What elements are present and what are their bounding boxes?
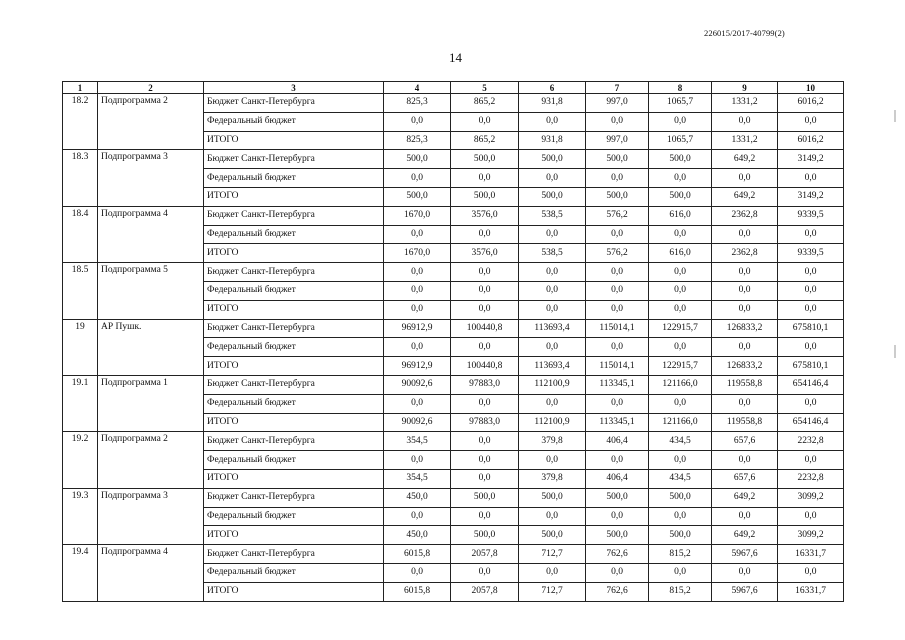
amount-cell: 0,0 <box>451 300 519 319</box>
amount-cell: 0,0 <box>519 451 586 470</box>
amount-cell: 0,0 <box>649 112 712 131</box>
amount-cell: 616,0 <box>649 206 712 225</box>
amount-cell: 649,2 <box>712 187 778 206</box>
amount-cell: 865,2 <box>451 131 519 150</box>
amount-cell: 1065,7 <box>649 94 712 113</box>
row-index: 18.3 <box>63 150 98 206</box>
amount-cell: 406,4 <box>586 432 649 451</box>
amount-cell: 1670,0 <box>384 244 451 263</box>
amount-cell: 0,0 <box>384 300 451 319</box>
amount-cell: 97883,0 <box>451 375 519 394</box>
amount-cell: 500,0 <box>451 187 519 206</box>
amount-cell: 122915,7 <box>649 357 712 376</box>
amount-cell: 0,0 <box>712 263 778 282</box>
row-index: 19.4 <box>63 545 98 601</box>
amount-cell: 0,0 <box>649 225 712 244</box>
amount-cell: 500,0 <box>649 187 712 206</box>
amount-cell: 0,0 <box>712 507 778 526</box>
funding-source: Бюджет Санкт-Петербурга <box>204 432 384 451</box>
amount-cell: 2362,8 <box>712 206 778 225</box>
header-row <box>63 82 844 94</box>
amount-cell: 0,0 <box>649 300 712 319</box>
amount-cell: 0,0 <box>451 338 519 357</box>
amount-cell: 2232,8 <box>778 469 844 488</box>
amount-cell: 762,6 <box>586 582 649 601</box>
amount-cell: 354,5 <box>384 469 451 488</box>
amount-cell: 0,0 <box>712 112 778 131</box>
amount-cell: 1065,7 <box>649 131 712 150</box>
amount-cell: 649,2 <box>712 488 778 507</box>
amount-cell: 113345,1 <box>586 413 649 432</box>
amount-cell: 9339,5 <box>778 206 844 225</box>
amount-cell: 90092,6 <box>384 413 451 432</box>
amount-cell: 0,0 <box>778 451 844 470</box>
amount-cell: 500,0 <box>519 488 586 507</box>
table-row <box>63 488 844 507</box>
program-name: Подпрограмма 4 <box>98 545 204 601</box>
amount-cell: 0,0 <box>384 281 451 300</box>
amount-cell: 931,8 <box>519 131 586 150</box>
table-row <box>63 319 844 338</box>
amount-cell: 3576,0 <box>451 244 519 263</box>
column-header: 6 <box>519 82 586 94</box>
amount-cell: 0,0 <box>778 169 844 188</box>
amount-cell: 500,0 <box>384 187 451 206</box>
amount-cell: 0,0 <box>451 112 519 131</box>
amount-cell: 0,0 <box>519 169 586 188</box>
amount-cell: 0,0 <box>712 169 778 188</box>
amount-cell: 712,7 <box>519 582 586 601</box>
amount-cell: 5967,6 <box>712 545 778 564</box>
amount-cell: 97883,0 <box>451 413 519 432</box>
amount-cell: 0,0 <box>778 112 844 131</box>
amount-cell: 0,0 <box>778 507 844 526</box>
funding-source: Федеральный бюджет <box>204 394 384 413</box>
amount-cell: 2057,8 <box>451 545 519 564</box>
row-index: 19.2 <box>63 432 98 488</box>
amount-cell: 657,6 <box>712 432 778 451</box>
amount-cell: 0,0 <box>586 169 649 188</box>
funding-source: Федеральный бюджет <box>204 338 384 357</box>
amount-cell: 5967,6 <box>712 582 778 601</box>
amount-cell: 115014,1 <box>586 357 649 376</box>
amount-cell: 0,0 <box>519 112 586 131</box>
amount-cell: 379,8 <box>519 469 586 488</box>
amount-cell: 0,0 <box>586 112 649 131</box>
row-index: 19.3 <box>63 488 98 544</box>
amount-cell: 675810,1 <box>778 319 844 338</box>
amount-cell: 354,5 <box>384 432 451 451</box>
funding-source: Бюджет Санкт-Петербурга <box>204 206 384 225</box>
funding-source: Федеральный бюджет <box>204 169 384 188</box>
amount-cell: 865,2 <box>451 94 519 113</box>
amount-cell: 126833,2 <box>712 357 778 376</box>
amount-cell: 0,0 <box>778 225 844 244</box>
program-name: Подпрограмма 2 <box>98 432 204 488</box>
page-number: 14 <box>449 50 462 65</box>
table-row <box>63 545 844 564</box>
amount-cell: 712,7 <box>519 545 586 564</box>
table-row <box>63 94 844 113</box>
amount-cell: 675810,1 <box>778 357 844 376</box>
amount-cell: 0,0 <box>586 300 649 319</box>
amount-cell: 121166,0 <box>649 413 712 432</box>
amount-cell: 0,0 <box>384 563 451 582</box>
amount-cell: 126833,2 <box>712 319 778 338</box>
amount-cell: 0,0 <box>519 263 586 282</box>
program-name: Подпрограмма 3 <box>98 488 204 544</box>
row-index: 18.5 <box>63 263 98 319</box>
row-index: 18.2 <box>63 94 98 150</box>
program-name: АР Пушк. <box>98 319 204 375</box>
amount-cell: 0,0 <box>712 281 778 300</box>
amount-cell: 0,0 <box>778 338 844 357</box>
amount-cell: 500,0 <box>519 187 586 206</box>
column-header: 9 <box>712 82 778 94</box>
table-row <box>63 263 844 282</box>
amount-cell: 0,0 <box>451 432 519 451</box>
amount-cell: 0,0 <box>384 394 451 413</box>
amount-cell: 0,0 <box>451 394 519 413</box>
amount-cell: 654146,4 <box>778 413 844 432</box>
amount-cell: 997,0 <box>586 94 649 113</box>
document-number: 226015/2017-40799(2) <box>704 28 785 38</box>
amount-cell: 113693,4 <box>519 319 586 338</box>
amount-cell: 6015,8 <box>384 582 451 601</box>
amount-cell: 0,0 <box>519 300 586 319</box>
amount-cell: 649,2 <box>712 150 778 169</box>
amount-cell: 0,0 <box>649 338 712 357</box>
amount-cell: 500,0 <box>586 488 649 507</box>
amount-cell: 500,0 <box>649 526 712 545</box>
amount-cell: 1331,2 <box>712 131 778 150</box>
program-name: Подпрограмма 1 <box>98 375 204 431</box>
amount-cell: 538,5 <box>519 206 586 225</box>
amount-cell: 434,5 <box>649 432 712 451</box>
row-index: 19.1 <box>63 375 98 431</box>
amount-cell: 0,0 <box>586 394 649 413</box>
amount-cell: 0,0 <box>519 225 586 244</box>
amount-cell: 500,0 <box>451 526 519 545</box>
amount-cell: 2057,8 <box>451 582 519 601</box>
amount-cell: 0,0 <box>451 263 519 282</box>
amount-cell: 112100,9 <box>519 413 586 432</box>
amount-cell: 500,0 <box>649 150 712 169</box>
amount-cell: 0,0 <box>649 169 712 188</box>
column-header: 7 <box>586 82 649 94</box>
amount-cell: 500,0 <box>586 187 649 206</box>
program-name: Подпрограмма 2 <box>98 94 204 150</box>
funding-source: Федеральный бюджет <box>204 507 384 526</box>
amount-cell: 0,0 <box>649 394 712 413</box>
amount-cell: 649,2 <box>712 526 778 545</box>
amount-cell: 500,0 <box>384 150 451 169</box>
amount-cell: 122915,7 <box>649 319 712 338</box>
amount-cell: 96912,9 <box>384 357 451 376</box>
amount-cell: 113345,1 <box>586 375 649 394</box>
amount-cell: 2362,8 <box>712 244 778 263</box>
budget-table <box>62 81 844 602</box>
amount-cell: 0,0 <box>519 281 586 300</box>
amount-cell: 6016,2 <box>778 131 844 150</box>
funding-source: ИТОГО <box>204 131 384 150</box>
amount-cell: 3149,2 <box>778 187 844 206</box>
funding-source: ИТОГО <box>204 300 384 319</box>
amount-cell: 3099,2 <box>778 488 844 507</box>
funding-source: Бюджет Санкт-Петербурга <box>204 150 384 169</box>
amount-cell: 0,0 <box>586 507 649 526</box>
amount-cell: 654146,4 <box>778 375 844 394</box>
amount-cell: 3099,2 <box>778 526 844 545</box>
amount-cell: 6015,8 <box>384 545 451 564</box>
funding-source: ИТОГО <box>204 526 384 545</box>
funding-source: Федеральный бюджет <box>204 563 384 582</box>
scan-marks <box>893 0 897 640</box>
funding-source: ИТОГО <box>204 187 384 206</box>
amount-cell: 0,0 <box>451 281 519 300</box>
amount-cell: 0,0 <box>519 338 586 357</box>
funding-source: ИТОГО <box>204 244 384 263</box>
amount-cell: 0,0 <box>778 563 844 582</box>
amount-cell: 0,0 <box>384 451 451 470</box>
amount-cell: 815,2 <box>649 582 712 601</box>
amount-cell: 100440,8 <box>451 357 519 376</box>
amount-cell: 0,0 <box>712 451 778 470</box>
column-header: 2 <box>98 82 204 94</box>
amount-cell: 0,0 <box>451 563 519 582</box>
amount-cell: 0,0 <box>384 225 451 244</box>
funding-source: Бюджет Санкт-Петербурга <box>204 375 384 394</box>
amount-cell: 815,2 <box>649 545 712 564</box>
amount-cell: 500,0 <box>519 150 586 169</box>
amount-cell: 0,0 <box>451 507 519 526</box>
amount-cell: 0,0 <box>519 394 586 413</box>
funding-source: Бюджет Санкт-Петербурга <box>204 319 384 338</box>
amount-cell: 0,0 <box>778 281 844 300</box>
amount-cell: 0,0 <box>649 451 712 470</box>
amount-cell: 96912,9 <box>384 319 451 338</box>
column-header: 5 <box>451 82 519 94</box>
amount-cell: 0,0 <box>519 507 586 526</box>
amount-cell: 0,0 <box>649 563 712 582</box>
amount-cell: 6016,2 <box>778 94 844 113</box>
amount-cell: 1670,0 <box>384 206 451 225</box>
amount-cell: 0,0 <box>384 112 451 131</box>
funding-source: Бюджет Санкт-Петербурга <box>204 488 384 507</box>
amount-cell: 100440,8 <box>451 319 519 338</box>
table-row <box>63 150 844 169</box>
amount-cell: 500,0 <box>451 150 519 169</box>
amount-cell: 0,0 <box>778 263 844 282</box>
amount-cell: 0,0 <box>586 263 649 282</box>
amount-cell: 406,4 <box>586 469 649 488</box>
amount-cell: 0,0 <box>384 338 451 357</box>
amount-cell: 0,0 <box>712 394 778 413</box>
program-name: Подпрограмма 3 <box>98 150 204 206</box>
amount-cell: 3149,2 <box>778 150 844 169</box>
program-name: Подпрограмма 4 <box>98 206 204 262</box>
table-row <box>63 375 844 394</box>
amount-cell: 825,3 <box>384 131 451 150</box>
amount-cell: 0,0 <box>778 300 844 319</box>
funding-source: ИТОГО <box>204 357 384 376</box>
amount-cell: 997,0 <box>586 131 649 150</box>
amount-cell: 90092,6 <box>384 375 451 394</box>
amount-cell: 0,0 <box>712 225 778 244</box>
program-name: Подпрограмма 5 <box>98 263 204 319</box>
funding-source: Федеральный бюджет <box>204 225 384 244</box>
amount-cell: 0,0 <box>451 469 519 488</box>
amount-cell: 0,0 <box>586 281 649 300</box>
table-row <box>63 206 844 225</box>
amount-cell: 0,0 <box>649 507 712 526</box>
amount-cell: 16331,7 <box>778 582 844 601</box>
amount-cell: 121166,0 <box>649 375 712 394</box>
column-header: 4 <box>384 82 451 94</box>
amount-cell: 0,0 <box>451 451 519 470</box>
amount-cell: 0,0 <box>384 507 451 526</box>
amount-cell: 1331,2 <box>712 94 778 113</box>
amount-cell: 500,0 <box>519 526 586 545</box>
amount-cell: 450,0 <box>384 526 451 545</box>
amount-cell: 500,0 <box>586 526 649 545</box>
amount-cell: 616,0 <box>649 244 712 263</box>
funding-source: ИТОГО <box>204 582 384 601</box>
column-header: 1 <box>63 82 98 94</box>
column-header: 10 <box>778 82 844 94</box>
amount-cell: 931,8 <box>519 94 586 113</box>
amount-cell: 115014,1 <box>586 319 649 338</box>
amount-cell: 9339,5 <box>778 244 844 263</box>
amount-cell: 0,0 <box>451 169 519 188</box>
amount-cell: 500,0 <box>586 150 649 169</box>
funding-source: Федеральный бюджет <box>204 451 384 470</box>
amount-cell: 500,0 <box>649 488 712 507</box>
amount-cell: 825,3 <box>384 94 451 113</box>
funding-source: Бюджет Санкт-Петербурга <box>204 263 384 282</box>
amount-cell: 657,6 <box>712 469 778 488</box>
table-body <box>63 94 844 602</box>
table-row <box>63 432 844 451</box>
amount-cell: 113693,4 <box>519 357 586 376</box>
amount-cell: 576,2 <box>586 244 649 263</box>
amount-cell: 0,0 <box>712 300 778 319</box>
amount-cell: 0,0 <box>649 281 712 300</box>
amount-cell: 0,0 <box>649 263 712 282</box>
amount-cell: 0,0 <box>586 338 649 357</box>
amount-cell: 576,2 <box>586 206 649 225</box>
amount-cell: 379,8 <box>519 432 586 451</box>
funding-source: Федеральный бюджет <box>204 112 384 131</box>
amount-cell: 0,0 <box>586 451 649 470</box>
amount-cell: 0,0 <box>712 338 778 357</box>
row-index: 19 <box>63 319 98 375</box>
amount-cell: 0,0 <box>519 563 586 582</box>
funding-source: ИТОГО <box>204 469 384 488</box>
amount-cell: 2232,8 <box>778 432 844 451</box>
amount-cell: 119558,8 <box>712 413 778 432</box>
amount-cell: 0,0 <box>586 225 649 244</box>
column-header: 8 <box>649 82 712 94</box>
funding-source: ИТОГО <box>204 413 384 432</box>
amount-cell: 112100,9 <box>519 375 586 394</box>
amount-cell: 119558,8 <box>712 375 778 394</box>
amount-cell: 434,5 <box>649 469 712 488</box>
amount-cell: 500,0 <box>451 488 519 507</box>
column-header: 3 <box>204 82 384 94</box>
amount-cell: 0,0 <box>712 563 778 582</box>
amount-cell: 16331,7 <box>778 545 844 564</box>
funding-source: Бюджет Санкт-Петербурга <box>204 545 384 564</box>
amount-cell: 0,0 <box>384 169 451 188</box>
amount-cell: 0,0 <box>586 563 649 582</box>
amount-cell: 0,0 <box>451 225 519 244</box>
funding-source: Федеральный бюджет <box>204 281 384 300</box>
amount-cell: 538,5 <box>519 244 586 263</box>
amount-cell: 3576,0 <box>451 206 519 225</box>
row-index: 18.4 <box>63 206 98 262</box>
amount-cell: 450,0 <box>384 488 451 507</box>
amount-cell: 0,0 <box>384 263 451 282</box>
amount-cell: 762,6 <box>586 545 649 564</box>
funding-source: Бюджет Санкт-Петербурга <box>204 94 384 113</box>
amount-cell: 0,0 <box>778 394 844 413</box>
